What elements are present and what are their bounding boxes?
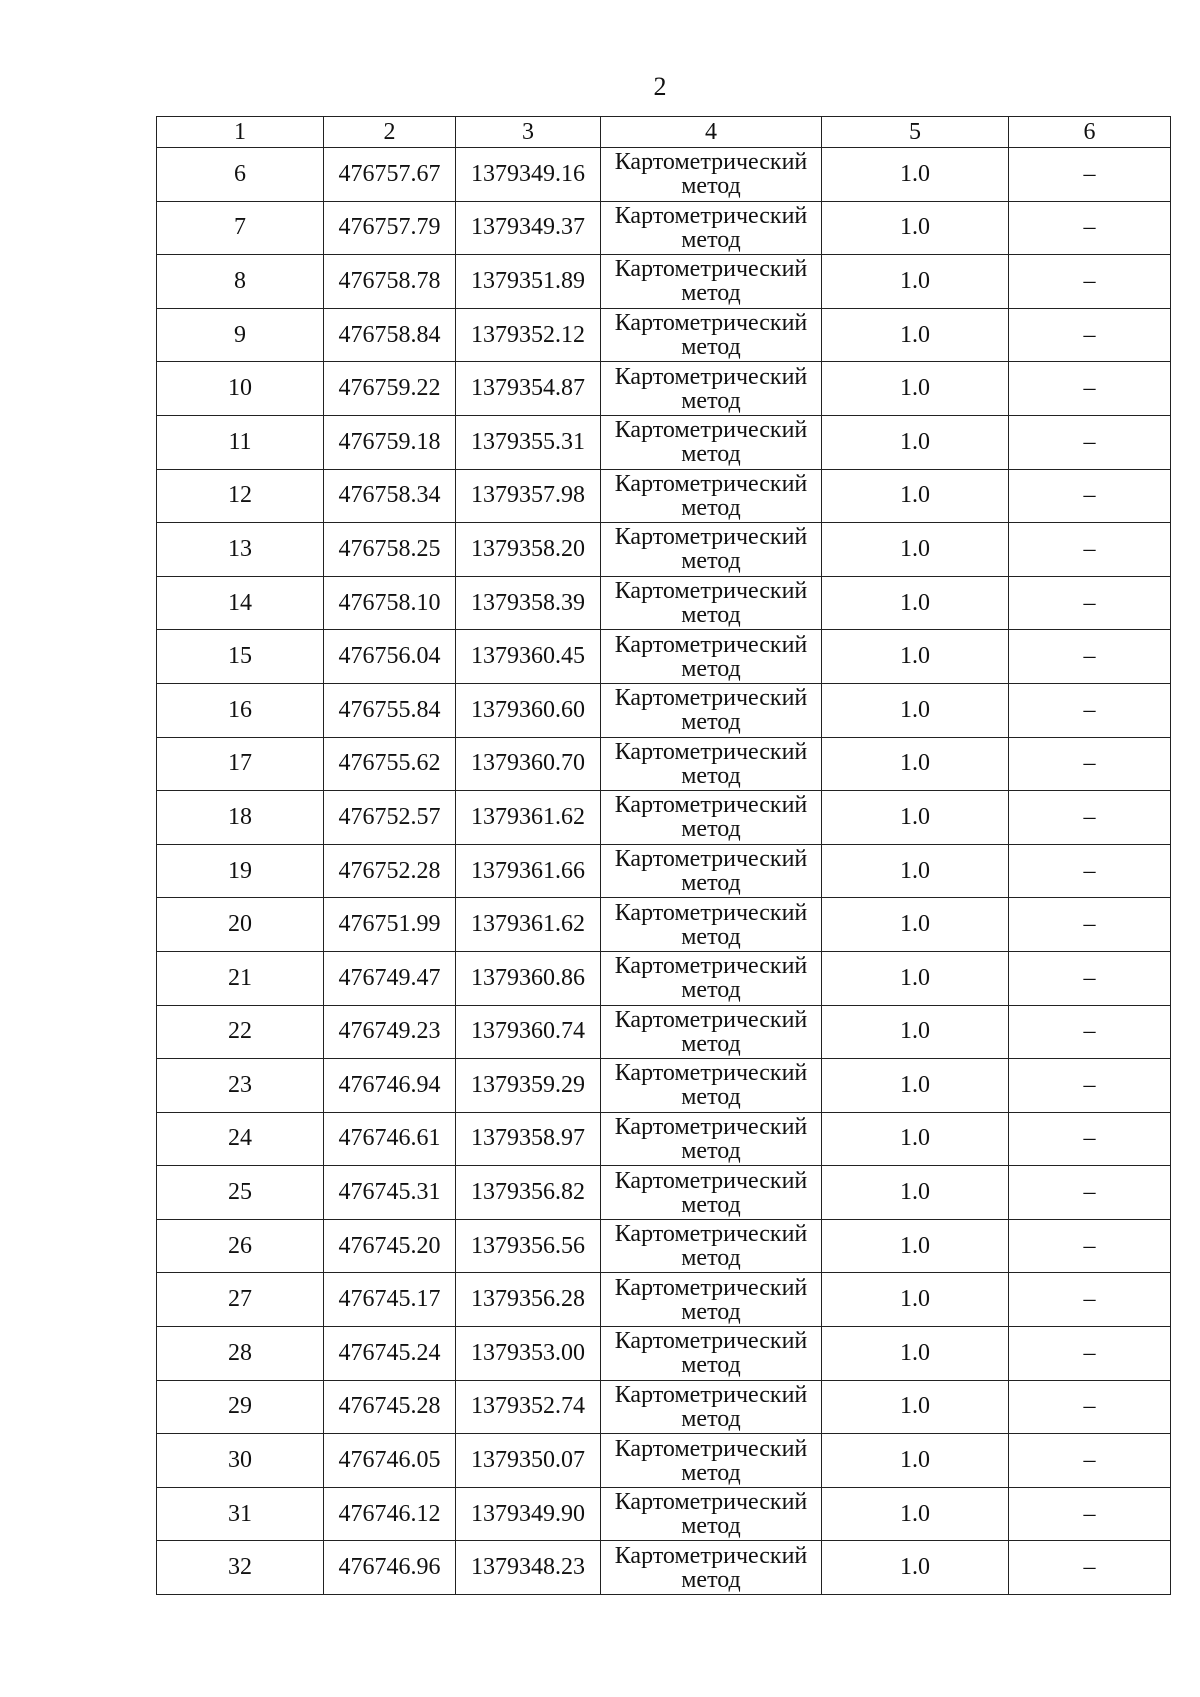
note-cell: – bbox=[1009, 576, 1171, 630]
table-row bbox=[157, 576, 1171, 630]
x-coordinate-cell: 476745.20 bbox=[324, 1219, 456, 1273]
note-cell: – bbox=[1009, 201, 1171, 255]
method-line-1: Картометрический bbox=[614, 738, 808, 765]
accuracy-cell: 1.0 bbox=[822, 1380, 1009, 1434]
table-row bbox=[157, 201, 1171, 255]
method-cell bbox=[601, 148, 822, 202]
note-cell: – bbox=[1009, 1327, 1171, 1381]
x-coordinate-cell: 476746.96 bbox=[324, 1541, 456, 1595]
method-line-1: Картометрический bbox=[614, 524, 808, 551]
note-cell: – bbox=[1009, 791, 1171, 845]
y-coordinate-cell: 1379352.74 bbox=[456, 1380, 601, 1434]
method-line-1: Картометрический bbox=[614, 578, 808, 605]
method-line-2: метод bbox=[681, 226, 741, 253]
table-row bbox=[157, 308, 1171, 362]
method-line-2: метод bbox=[681, 923, 741, 950]
accuracy-cell: 1.0 bbox=[822, 362, 1009, 416]
method-cell bbox=[601, 1219, 822, 1273]
header-row bbox=[157, 117, 1171, 148]
accuracy-cell: 1.0 bbox=[822, 1112, 1009, 1166]
table-row bbox=[157, 1273, 1171, 1327]
point-number-cell: 24 bbox=[157, 1112, 324, 1166]
y-coordinate-cell: 1379349.37 bbox=[456, 201, 601, 255]
column-header-6: 6 bbox=[1009, 117, 1171, 148]
method-line-2: метод bbox=[681, 1137, 741, 1164]
x-coordinate-cell: 476746.61 bbox=[324, 1112, 456, 1166]
note-cell: – bbox=[1009, 1487, 1171, 1541]
table-row bbox=[157, 630, 1171, 684]
note-cell: – bbox=[1009, 898, 1171, 952]
method-cell bbox=[601, 683, 822, 737]
table-row bbox=[157, 1434, 1171, 1488]
method-cell bbox=[601, 1487, 822, 1541]
accuracy-cell: 1.0 bbox=[822, 844, 1009, 898]
table-body bbox=[157, 148, 1171, 1595]
x-coordinate-cell: 476757.79 bbox=[324, 201, 456, 255]
note-cell: – bbox=[1009, 683, 1171, 737]
method-line-2: метод bbox=[681, 1566, 741, 1593]
note-cell: – bbox=[1009, 148, 1171, 202]
table-row bbox=[157, 523, 1171, 577]
note-cell: – bbox=[1009, 1166, 1171, 1220]
y-coordinate-cell: 1379359.29 bbox=[456, 1059, 601, 1113]
note-cell: – bbox=[1009, 630, 1171, 684]
method-cell bbox=[601, 1380, 822, 1434]
note-cell: – bbox=[1009, 469, 1171, 523]
point-number-cell: 23 bbox=[157, 1059, 324, 1113]
table-row bbox=[157, 1541, 1171, 1595]
note-cell: – bbox=[1009, 415, 1171, 469]
method-line-1: Картометрический bbox=[614, 1328, 808, 1355]
table-row bbox=[157, 1380, 1171, 1434]
table-row bbox=[157, 415, 1171, 469]
accuracy-cell: 1.0 bbox=[822, 951, 1009, 1005]
y-coordinate-cell: 1379361.62 bbox=[456, 791, 601, 845]
table-row bbox=[157, 255, 1171, 309]
accuracy-cell: 1.0 bbox=[822, 791, 1009, 845]
x-coordinate-cell: 476745.31 bbox=[324, 1166, 456, 1220]
x-coordinate-cell: 476759.18 bbox=[324, 415, 456, 469]
point-number-cell: 12 bbox=[157, 469, 324, 523]
note-cell: – bbox=[1009, 308, 1171, 362]
accuracy-cell: 1.0 bbox=[822, 415, 1009, 469]
table-row bbox=[157, 1005, 1171, 1059]
x-coordinate-cell: 476745.24 bbox=[324, 1327, 456, 1381]
method-line-2: метод bbox=[681, 1352, 741, 1379]
point-number-cell: 16 bbox=[157, 683, 324, 737]
method-cell bbox=[601, 469, 822, 523]
y-coordinate-cell: 1379350.07 bbox=[456, 1434, 601, 1488]
method-cell bbox=[601, 1166, 822, 1220]
table-row bbox=[157, 1327, 1171, 1381]
y-coordinate-cell: 1379361.66 bbox=[456, 844, 601, 898]
point-number-cell: 18 bbox=[157, 791, 324, 845]
note-cell: – bbox=[1009, 844, 1171, 898]
x-coordinate-cell: 476757.67 bbox=[324, 148, 456, 202]
method-cell bbox=[601, 1273, 822, 1327]
point-number-cell: 19 bbox=[157, 844, 324, 898]
y-coordinate-cell: 1379349.16 bbox=[456, 148, 601, 202]
accuracy-cell: 1.0 bbox=[822, 898, 1009, 952]
table-row bbox=[157, 898, 1171, 952]
x-coordinate-cell: 476756.04 bbox=[324, 630, 456, 684]
point-number-cell: 32 bbox=[157, 1541, 324, 1595]
method-line-1: Картометрический bbox=[614, 363, 808, 390]
column-header-3: 3 bbox=[456, 117, 601, 148]
accuracy-cell: 1.0 bbox=[822, 1487, 1009, 1541]
accuracy-cell: 1.0 bbox=[822, 1219, 1009, 1273]
method-line-1: Картометрический bbox=[614, 1274, 808, 1301]
method-line-2: метод bbox=[681, 173, 741, 200]
table-row bbox=[157, 791, 1171, 845]
table-row bbox=[157, 1166, 1171, 1220]
coordinates-table bbox=[156, 116, 1171, 1595]
table-row bbox=[157, 1487, 1171, 1541]
point-number-cell: 15 bbox=[157, 630, 324, 684]
method-line-1: Картометрический bbox=[614, 1381, 808, 1408]
x-coordinate-cell: 476749.23 bbox=[324, 1005, 456, 1059]
method-line-1: Картометрический bbox=[614, 149, 808, 176]
page-number: 2 bbox=[653, 72, 667, 101]
method-line-2: метод bbox=[681, 762, 741, 789]
x-coordinate-cell: 476752.28 bbox=[324, 844, 456, 898]
method-line-2: метод bbox=[681, 977, 741, 1004]
y-coordinate-cell: 1379348.23 bbox=[456, 1541, 601, 1595]
method-line-1: Картометрический bbox=[614, 1167, 808, 1194]
accuracy-cell: 1.0 bbox=[822, 523, 1009, 577]
x-coordinate-cell: 476758.10 bbox=[324, 576, 456, 630]
y-coordinate-cell: 1379361.62 bbox=[456, 898, 601, 952]
method-line-2: метод bbox=[681, 548, 741, 575]
accuracy-cell: 1.0 bbox=[822, 1327, 1009, 1381]
method-line-1: Картометрический bbox=[614, 1435, 808, 1462]
table-row bbox=[157, 737, 1171, 791]
point-number-cell: 21 bbox=[157, 951, 324, 1005]
method-cell bbox=[601, 630, 822, 684]
y-coordinate-cell: 1379355.31 bbox=[456, 415, 601, 469]
note-cell: – bbox=[1009, 1541, 1171, 1595]
method-cell bbox=[601, 1327, 822, 1381]
y-coordinate-cell: 1379357.98 bbox=[456, 469, 601, 523]
method-line-2: метод bbox=[681, 494, 741, 521]
point-number-cell: 10 bbox=[157, 362, 324, 416]
method-line-2: метод bbox=[681, 280, 741, 307]
x-coordinate-cell: 476746.94 bbox=[324, 1059, 456, 1113]
x-coordinate-cell: 476758.25 bbox=[324, 523, 456, 577]
method-line-1: Картометрический bbox=[614, 1113, 808, 1140]
method-line-1: Картометрический bbox=[614, 792, 808, 819]
table-row bbox=[157, 1219, 1171, 1273]
method-line-2: метод bbox=[681, 1191, 741, 1218]
x-coordinate-cell: 476752.57 bbox=[324, 791, 456, 845]
x-coordinate-cell: 476758.34 bbox=[324, 469, 456, 523]
method-line-1: Картометрический bbox=[614, 1221, 808, 1248]
method-line-2: метод bbox=[681, 709, 741, 736]
column-header-1: 1 bbox=[157, 117, 324, 148]
method-line-1: Картометрический bbox=[614, 202, 808, 229]
accuracy-cell: 1.0 bbox=[822, 1166, 1009, 1220]
accuracy-cell: 1.0 bbox=[822, 1005, 1009, 1059]
accuracy-cell: 1.0 bbox=[822, 469, 1009, 523]
method-line-2: метод bbox=[681, 870, 741, 897]
point-number-cell: 30 bbox=[157, 1434, 324, 1488]
note-cell: – bbox=[1009, 737, 1171, 791]
method-line-1: Картометрический bbox=[614, 953, 808, 980]
point-number-cell: 13 bbox=[157, 523, 324, 577]
y-coordinate-cell: 1379360.45 bbox=[456, 630, 601, 684]
table-row bbox=[157, 469, 1171, 523]
method-line-2: метод bbox=[681, 1084, 741, 1111]
note-cell: – bbox=[1009, 1434, 1171, 1488]
x-coordinate-cell: 476746.05 bbox=[324, 1434, 456, 1488]
y-coordinate-cell: 1379358.20 bbox=[456, 523, 601, 577]
method-line-2: метод bbox=[681, 655, 741, 682]
table-row bbox=[157, 1059, 1171, 1113]
method-line-2: метод bbox=[681, 1245, 741, 1272]
note-cell: – bbox=[1009, 523, 1171, 577]
point-number-cell: 9 bbox=[157, 308, 324, 362]
method-cell bbox=[601, 362, 822, 416]
x-coordinate-cell: 476755.84 bbox=[324, 683, 456, 737]
point-number-cell: 6 bbox=[157, 148, 324, 202]
x-coordinate-cell: 476758.84 bbox=[324, 308, 456, 362]
x-coordinate-cell: 476745.17 bbox=[324, 1273, 456, 1327]
y-coordinate-cell: 1379354.87 bbox=[456, 362, 601, 416]
accuracy-cell: 1.0 bbox=[822, 630, 1009, 684]
note-cell: – bbox=[1009, 1219, 1171, 1273]
point-number-cell: 14 bbox=[157, 576, 324, 630]
method-line-1: Картометрический bbox=[614, 1542, 808, 1569]
method-cell bbox=[601, 201, 822, 255]
point-number-cell: 22 bbox=[157, 1005, 324, 1059]
method-line-1: Картометрический bbox=[614, 470, 808, 497]
method-cell bbox=[601, 255, 822, 309]
point-number-cell: 7 bbox=[157, 201, 324, 255]
method-cell bbox=[601, 844, 822, 898]
method-line-2: метод bbox=[681, 1405, 741, 1432]
method-line-2: метод bbox=[681, 1513, 741, 1540]
method-cell bbox=[601, 1541, 822, 1595]
accuracy-cell: 1.0 bbox=[822, 308, 1009, 362]
note-cell: – bbox=[1009, 1112, 1171, 1166]
accuracy-cell: 1.0 bbox=[822, 1541, 1009, 1595]
y-coordinate-cell: 1379356.82 bbox=[456, 1166, 601, 1220]
point-number-cell: 20 bbox=[157, 898, 324, 952]
method-line-2: метод bbox=[681, 334, 741, 361]
method-line-1: Картометрический bbox=[614, 256, 808, 283]
table-row bbox=[157, 951, 1171, 1005]
accuracy-cell: 1.0 bbox=[822, 737, 1009, 791]
accuracy-cell: 1.0 bbox=[822, 576, 1009, 630]
method-cell bbox=[601, 737, 822, 791]
y-coordinate-cell: 1379349.90 bbox=[456, 1487, 601, 1541]
table-row bbox=[157, 1112, 1171, 1166]
x-coordinate-cell: 476759.22 bbox=[324, 362, 456, 416]
x-coordinate-cell: 476749.47 bbox=[324, 951, 456, 1005]
x-coordinate-cell: 476758.78 bbox=[324, 255, 456, 309]
table-row bbox=[157, 844, 1171, 898]
method-line-2: метод bbox=[681, 441, 741, 468]
method-cell bbox=[601, 1112, 822, 1166]
column-header-4: 4 bbox=[601, 117, 822, 148]
x-coordinate-cell: 476745.28 bbox=[324, 1380, 456, 1434]
method-cell bbox=[601, 415, 822, 469]
table-header bbox=[157, 117, 1171, 148]
accuracy-cell: 1.0 bbox=[822, 1273, 1009, 1327]
method-line-1: Картометрический bbox=[614, 417, 808, 444]
accuracy-cell: 1.0 bbox=[822, 201, 1009, 255]
y-coordinate-cell: 1379360.74 bbox=[456, 1005, 601, 1059]
method-line-1: Картометрический bbox=[614, 631, 808, 658]
column-header-2: 2 bbox=[324, 117, 456, 148]
point-number-cell: 26 bbox=[157, 1219, 324, 1273]
method-cell bbox=[601, 791, 822, 845]
y-coordinate-cell: 1379353.00 bbox=[456, 1327, 601, 1381]
y-coordinate-cell: 1379352.12 bbox=[456, 308, 601, 362]
method-line-2: метод bbox=[681, 816, 741, 843]
point-number-cell: 25 bbox=[157, 1166, 324, 1220]
note-cell: – bbox=[1009, 1005, 1171, 1059]
note-cell: – bbox=[1009, 1059, 1171, 1113]
method-line-2: метод bbox=[681, 602, 741, 629]
note-cell: – bbox=[1009, 951, 1171, 1005]
accuracy-cell: 1.0 bbox=[822, 148, 1009, 202]
y-coordinate-cell: 1379360.70 bbox=[456, 737, 601, 791]
table-row bbox=[157, 148, 1171, 202]
point-number-cell: 27 bbox=[157, 1273, 324, 1327]
method-line-1: Картометрический bbox=[614, 1489, 808, 1516]
y-coordinate-cell: 1379358.39 bbox=[456, 576, 601, 630]
table-row bbox=[157, 683, 1171, 737]
point-number-cell: 17 bbox=[157, 737, 324, 791]
method-line-1: Картометрический bbox=[614, 310, 808, 337]
note-cell: – bbox=[1009, 1380, 1171, 1434]
point-number-cell: 29 bbox=[157, 1380, 324, 1434]
method-cell bbox=[601, 951, 822, 1005]
method-line-1: Картометрический bbox=[614, 899, 808, 926]
accuracy-cell: 1.0 bbox=[822, 1434, 1009, 1488]
y-coordinate-cell: 1379360.60 bbox=[456, 683, 601, 737]
point-number-cell: 28 bbox=[157, 1327, 324, 1381]
method-cell bbox=[601, 523, 822, 577]
note-cell: – bbox=[1009, 1273, 1171, 1327]
y-coordinate-cell: 1379358.97 bbox=[456, 1112, 601, 1166]
method-line-2: метод bbox=[681, 387, 741, 414]
y-coordinate-cell: 1379356.56 bbox=[456, 1219, 601, 1273]
x-coordinate-cell: 476751.99 bbox=[324, 898, 456, 952]
column-header-5: 5 bbox=[822, 117, 1009, 148]
method-cell bbox=[601, 1059, 822, 1113]
method-cell bbox=[601, 1005, 822, 1059]
point-number-cell: 8 bbox=[157, 255, 324, 309]
accuracy-cell: 1.0 bbox=[822, 1059, 1009, 1113]
accuracy-cell: 1.0 bbox=[822, 255, 1009, 309]
note-cell: – bbox=[1009, 255, 1171, 309]
y-coordinate-cell: 1379351.89 bbox=[456, 255, 601, 309]
note-cell: – bbox=[1009, 362, 1171, 416]
x-coordinate-cell: 476746.12 bbox=[324, 1487, 456, 1541]
method-line-2: метод bbox=[681, 1298, 741, 1325]
point-number-cell: 11 bbox=[157, 415, 324, 469]
method-line-1: Картометрический bbox=[614, 1006, 808, 1033]
accuracy-cell: 1.0 bbox=[822, 683, 1009, 737]
method-line-1: Картометрический bbox=[614, 685, 808, 712]
table-row bbox=[157, 362, 1171, 416]
method-line-2: метод bbox=[681, 1459, 741, 1486]
point-number-cell: 31 bbox=[157, 1487, 324, 1541]
x-coordinate-cell: 476755.62 bbox=[324, 737, 456, 791]
method-cell bbox=[601, 576, 822, 630]
method-cell bbox=[601, 308, 822, 362]
method-cell bbox=[601, 1434, 822, 1488]
method-line-2: метод bbox=[681, 1030, 741, 1057]
y-coordinate-cell: 1379360.86 bbox=[456, 951, 601, 1005]
method-line-1: Картометрический bbox=[614, 1060, 808, 1087]
method-cell bbox=[601, 898, 822, 952]
method-line-1: Картометрический bbox=[614, 846, 808, 873]
y-coordinate-cell: 1379356.28 bbox=[456, 1273, 601, 1327]
